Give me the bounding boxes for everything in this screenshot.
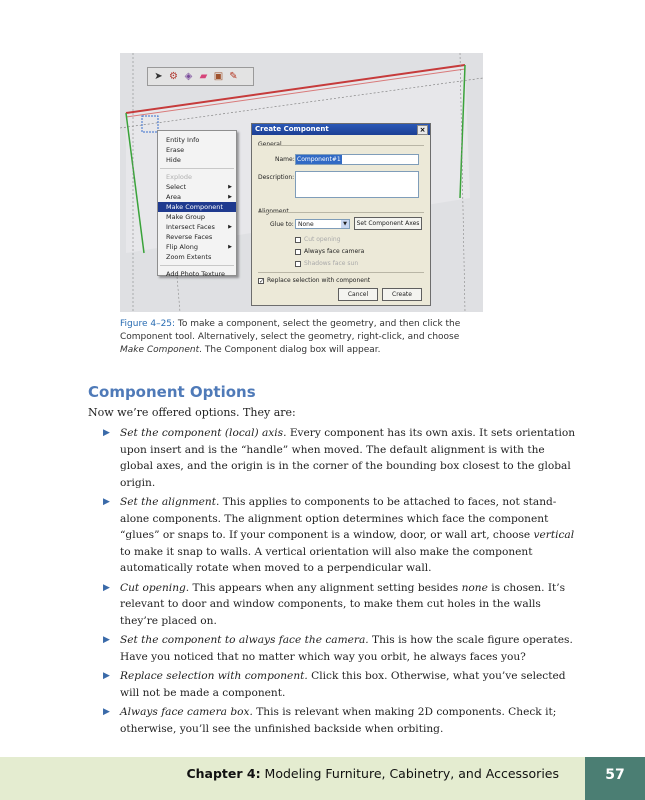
figure-screenshot (120, 53, 483, 312)
menu-item (158, 172, 236, 182)
description-label: Description: (258, 174, 295, 181)
bullet-term: Set the component (local) axis. (120, 427, 287, 439)
glue-to-select[interactable] (295, 219, 350, 229)
caption-line-2: Component tool. Alternatively, select the geometry, right-click, and choose (120, 332, 460, 342)
page-footer (0, 757, 645, 800)
section-title: Component Options (88, 383, 256, 401)
always-face-camera-label: Always face camera (304, 248, 365, 255)
options-list (103, 425, 581, 740)
menu-item-label: Make Group (166, 213, 205, 221)
bullet-term: Replace selection with component. (120, 670, 308, 682)
chapter-heading (186, 757, 559, 791)
menu-item[interactable] (158, 155, 236, 165)
create-button[interactable]: Create (382, 288, 422, 301)
shadows-face-sun-option[interactable] (295, 260, 358, 267)
menu-item[interactable] (158, 192, 236, 202)
rectangle-icon[interactable]: ▣ (213, 71, 224, 82)
menu-item-label: Select (166, 183, 187, 191)
menu-item[interactable] (158, 145, 236, 155)
replace-selection-checkbox[interactable]: ✓ (259, 277, 265, 285)
menu-item-label: Area (166, 193, 181, 201)
name-label: Name: (275, 156, 295, 163)
alignment-divider (258, 212, 424, 213)
menu-item-label: Add Photo Texture (166, 270, 226, 278)
always-face-camera-option[interactable] (295, 248, 364, 255)
triangle-bullet-icon: ▶ (103, 635, 110, 645)
eraser-icon[interactable]: ▰ (199, 71, 208, 82)
shadows-face-sun-checkbox[interactable] (295, 261, 301, 267)
context-menu (157, 130, 237, 276)
menu-item-label: Hide (166, 156, 181, 164)
always-face-camera-checkbox[interactable] (295, 249, 301, 255)
bullet-term: Set the alignment. (120, 496, 220, 508)
name-input-value: Component#1 (297, 156, 341, 163)
replace-selection-option[interactable] (258, 277, 370, 284)
menu-separator (160, 265, 234, 266)
dialog-title-bar (252, 124, 430, 135)
menu-item[interactable] (158, 252, 236, 262)
cut-opening-option[interactable] (295, 236, 341, 243)
bullet-text: This appears when any alignment setting besides (189, 581, 462, 594)
replace-selection-label: Replace selection with component (267, 277, 371, 284)
menu-item-label: Erase (166, 146, 185, 154)
menu-item-label: Make Component (166, 203, 223, 211)
general-divider (258, 145, 424, 146)
menu-item[interactable] (158, 222, 236, 232)
triangle-bullet-icon: ▶ (103, 582, 110, 593)
chevron-down-icon: ▼ (341, 220, 349, 228)
cut-opening-label: Cut opening (304, 236, 341, 243)
menu-item[interactable] (158, 269, 236, 279)
select-arrow-icon[interactable]: ➤ (154, 71, 163, 82)
menu-item[interactable] (158, 202, 236, 212)
bullet-text: Click this box. Otherwise, what you’ve selected will not be made a component. (120, 670, 566, 699)
menu-item-label: Explode (166, 173, 192, 181)
menu-item[interactable] (158, 212, 236, 222)
component-icon[interactable]: ⚙ (169, 71, 178, 82)
page-number: 57 (585, 757, 645, 800)
menu-separator (160, 168, 234, 169)
name-input[interactable] (295, 154, 419, 165)
shadows-face-sun-label: Shadows face sun (304, 260, 359, 267)
bullet-term: Always face camera box. (120, 706, 253, 718)
close-icon[interactable]: × (417, 125, 428, 135)
bullet-text: Every component has its own axis. It sets orientation upon insert and is the “handle” when moved. The default alignment is with the global axes, and the origin is in the corner of the bounding box closest to the global origin. (120, 427, 576, 489)
set-component-axes-button[interactable]: Set Component Axes (354, 217, 422, 230)
bullet-text: This applies to components to be attached to faces, not stand-alone components. The alignment option determines which face the component “glues” or snaps to. If your component is a window, door, or wall art, choose (120, 496, 557, 541)
submenu-arrow-icon: ▶ (228, 194, 232, 200)
list-item (103, 425, 581, 491)
triangle-bullet-icon: ▶ (103, 707, 110, 717)
list-item (103, 704, 581, 737)
list-item (103, 668, 581, 701)
caption-line-1: To make a component, select the geometry, and then click the (175, 319, 461, 329)
cut-opening-checkbox[interactable] (295, 237, 301, 243)
list-item (103, 494, 581, 577)
bullet-term: Set the component to always face the camera. (120, 634, 369, 646)
menu-item-label: Reverse Faces (166, 233, 213, 241)
bullet-emphasis: none (461, 581, 488, 594)
bullet-text-continued: is chosen. It’s relevant to door and window components, to make them cut holes in the walls they’re placed on. (120, 581, 566, 627)
options-divider (258, 272, 424, 273)
caption-line-3: . The Component dialog box will appear. (199, 345, 381, 355)
submenu-arrow-icon: ▶ (228, 184, 232, 190)
bullet-text-continued: to make it snap to walls. A vertical orientation will also make the component automatically rotate when moved to a perpendicular wall. (120, 545, 533, 574)
submenu-arrow-icon: ▶ (228, 224, 232, 230)
cancel-button[interactable]: Cancel (338, 288, 378, 301)
menu-item[interactable] (158, 135, 236, 145)
sketchup-toolbar (147, 67, 254, 86)
bullet-text: This is how the scale figure operates. Have you noticed that no matter which way you orbit, he always faces you? (120, 634, 573, 663)
dialog-title: Create Component (255, 125, 329, 133)
glue-to-label: Glue to: (270, 221, 294, 228)
menu-item[interactable] (158, 242, 236, 252)
figure-caption (120, 318, 465, 357)
menu-item-label: Entity Info (166, 136, 200, 144)
menu-item-label: Zoom Extents (166, 253, 212, 261)
glue-to-value: None (298, 221, 314, 228)
list-item (103, 632, 581, 665)
triangle-bullet-icon: ▶ (103, 428, 110, 438)
bullet-emphasis: vertical (533, 529, 575, 541)
caption-italic-term: Make Component (120, 345, 200, 355)
submenu-arrow-icon: ▶ (228, 244, 232, 250)
triangle-bullet-icon: ▶ (103, 497, 110, 507)
menu-item[interactable] (158, 232, 236, 242)
list-item (103, 580, 581, 630)
menu-item[interactable] (158, 182, 236, 192)
triangle-bullet-icon: ▶ (103, 671, 110, 681)
figure-label: Figure 4–25: (120, 319, 176, 329)
menu-item-label: Flip Along (166, 243, 199, 251)
menu-item-label: Intersect Faces (166, 223, 215, 231)
create-component-dialog (251, 123, 431, 306)
paint-bucket-icon[interactable]: ◈ (184, 71, 193, 82)
chapter-title: Modeling Furniture, Cabinetry, and Accessories (260, 766, 559, 781)
chapter-label: Chapter 4: (186, 766, 261, 781)
description-input[interactable] (295, 171, 419, 198)
bullet-text: This is relevant when making 2D components. Check it; otherwise, you’ll see the unfinished backside when orbiting. (120, 706, 557, 735)
pencil-icon[interactable]: ✎ (229, 71, 238, 82)
intro-text: Now we’re offered options. They are: (88, 406, 296, 419)
bullet-term: Cut opening. (120, 581, 190, 594)
